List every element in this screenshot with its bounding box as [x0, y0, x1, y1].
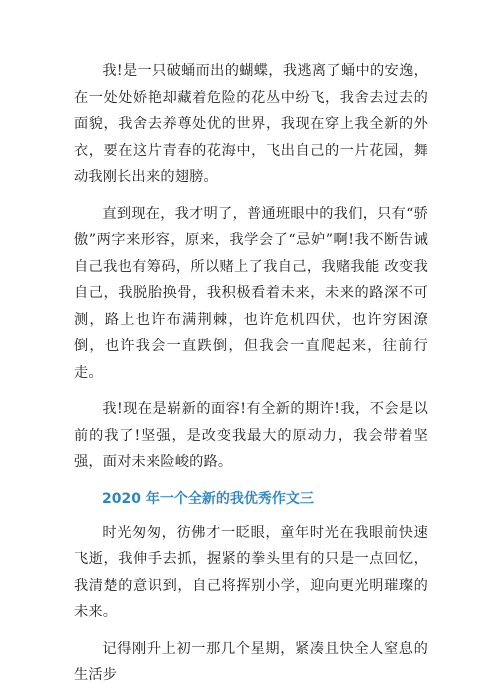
- paragraph: 直到现在，我才明了，普通班眼中的我们，只有“骄傲”两字来形容，原来，我学会了“忌妒”啊!我不断告诫自己我也有筹码，所以赌上了我自己，我赌我能 改变我自己，我脱胎换骨，我积极看着未来，未来的路深不可测，路上也许布满荆棘，也许危机四伏，也许穷困潦倒，也许我会一直跌倒，但我会一直爬起来，往前行走。: [74, 205, 428, 381]
- article-body: [0, 58, 500, 689]
- paragraph: 记得刚升上初一那几个星期，紧凑且快全人窒息的生活步: [74, 640, 428, 683]
- section-heading: 2020 年一个全新的我优秀作文三: [102, 490, 314, 507]
- paragraph: 我!现在是崭新的面容!有全新的期许!我，不会是以前的我了!坚强，是改变我最大的原动力，我会带着坚强，面对未来险峻的路。: [74, 401, 428, 470]
- paragraph: 我!是一只破蛹而出的蝴蝶，我逃离了蛹中的安逸，在一处处娇艳却藏着危险的花丛中纷飞，我舍去过去的面貌，我舍去养尊处优的世界，我现在穿上我全新的外衣，要在这片青春的花海中，飞出自己的一片花园，舞动我刚长出来的翅膀。: [74, 63, 428, 185]
- paragraph: 时光匆匆，彷佛才一眨眼，童年时光在我眼前快速飞逝，我伸手去抓，握紧的拳头里有的只是一点回忆，我清楚的意识到，自己将挥别小学，迎向更光明璀璨的未来。: [74, 524, 428, 620]
